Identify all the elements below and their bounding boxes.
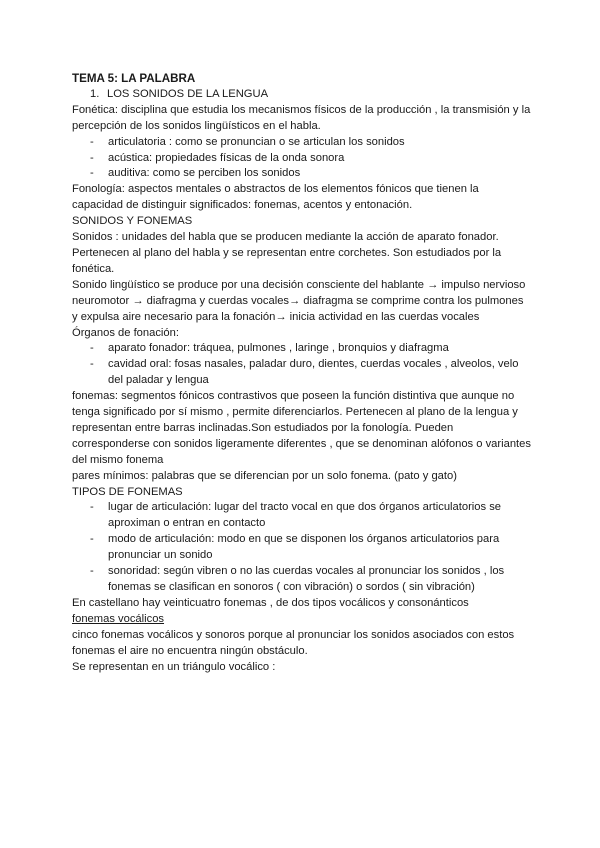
list-item: - modo de articulación: modo en que se disponen los órganos articulatorios para pronunciar un sonido (90, 532, 532, 564)
sonido-linguistico-paragraph: Sonido lingüístico se produce por una decisión consciente del hablante → impulso nervioso neuromotor → diafragma y cuerdas vocales→ diafragma se comprime contra los pulmones y expulsa aire necesario para la fonación→ inicia actividad en las cuerdas vocales (72, 278, 526, 323)
sonidos-fonemas-heading: SONIDOS Y FONEMAS (72, 215, 193, 228)
list-item: - lugar de articulación: lugar del tracto vocal en que dos órganos articulatorios se aproximan o entran en contacto (90, 500, 532, 532)
list-item: - articulatoria : como se pronuncian o se articulan los sonidos (90, 135, 532, 151)
fonemas-vocalicos-heading: fonemas vocálicos (72, 612, 165, 625)
tipos-fonemas-heading: TIPOS DE FONEMAS (72, 485, 183, 498)
organos-heading: Órganos de fonación: (72, 326, 179, 339)
list-item: - auditiva: como se perciben los sonidos (90, 166, 532, 182)
section-title: LOS SONIDOS DE LA LENGUA (107, 87, 269, 100)
fonetica-list (72, 135, 532, 183)
fonologia-definition: Fonología: aspectos mentales o abstractos de los elementos fónicos que tienen la capacidad de distinguir significados: fonemas, acentos y entonación. (72, 183, 479, 212)
sonidos-definition: Sonidos : unidades del habla que se producen mediante la acción de aparato fonador. Pertenecen al plano del habla y se representan entre corchetes. Son estudiados por la fonética. (72, 231, 502, 275)
list-item: - cavidad oral: fosas nasales, paladar duro, dientes, cuerdas vocales , alveolos, velo del paladar y lengua (90, 357, 532, 389)
section-number: 1. (90, 87, 100, 100)
pares-minimos-definition: pares mínimos: palabras que se diferencian por un solo fonema. (pato y gato) (72, 469, 457, 482)
section-heading (72, 87, 532, 103)
document-title: TEMA 5: LA PALABRA (72, 72, 196, 85)
fonetica-definition: Fonética: disciplina que estudia los mecanismos físicos de la producción , la transmisión y la percepción de los sonidos lingüísticos en el habla. (72, 103, 531, 132)
list-item: - aparato fonador: tráquea, pulmones , laringe , bronquios y diafragma (90, 341, 532, 357)
organos-list (72, 341, 532, 389)
document-page (72, 71, 532, 675)
list-item: - sonoridad: según vibren o no las cuerdas vocales al pronunciar los sonidos , los fonemas se clasifican en sonoros ( con vibración) o sordos ( sin vibración) (90, 564, 532, 596)
fonemas-vocalicos-paragraph: cinco fonemas vocálicos y sonoros porque al pronunciar los sonidos asociados con estos fonemas el aire no encuentra ningún obstáculo. (72, 628, 515, 657)
castellano-paragraph: En castellano hay veinticuatro fonemas , de dos tipos vocálicos y consonánticos (72, 596, 469, 609)
tipos-list (72, 500, 532, 595)
fonemas-definition: fonemas: segmentos fónicos contrastivos que poseen la función distintiva que aunque no tenga significado por sí mismo , permite diferenciarlos. Pertenecen al plano de la lengua y representan entre barras inclinadas.Son estudiados por la fonología. Pueden corresponderse con sonidos ligeramente diferentes , que se denominan alófonos o variantes del mismo fonema (72, 390, 531, 466)
list-item: - acústica: propiedades físicas de la onda sonora (90, 151, 532, 167)
triangulo-paragraph: Se representan en un triángulo vocálico : (72, 660, 276, 673)
